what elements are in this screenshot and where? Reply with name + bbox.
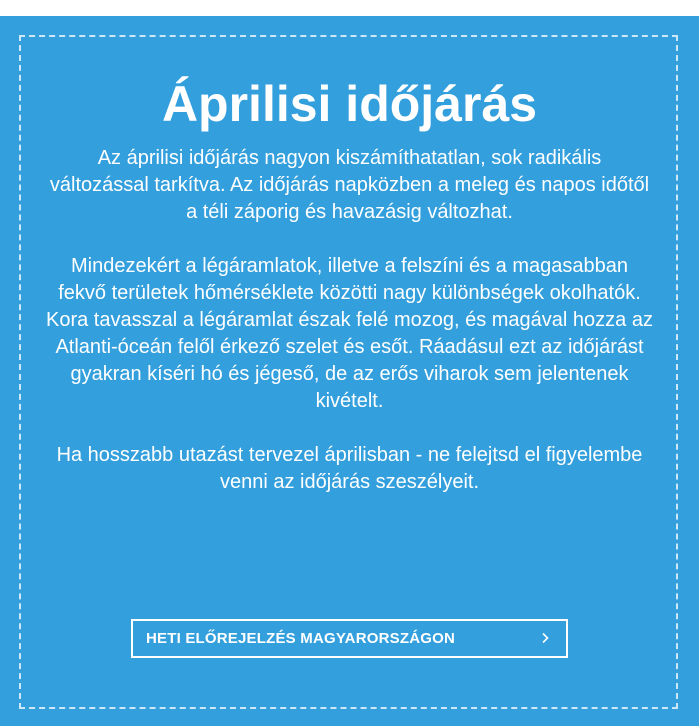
weekly-forecast-label: HETI ELŐREJELZÉS MAGYARORSZÁGON xyxy=(146,630,456,647)
chevron-right-icon xyxy=(541,632,549,644)
paragraph-causes: Mindezekért a légáramlatok, illetve a felszíni és a magasabban fekvő területek hőmérséklete közötti nagy különbségek okolhatók. Kora tavasszal a légáramlat észak felé mozog, és magával hozza az Atlanti-óceán felől érkező szelet és esőt. Ráadásul ezt az időjárást gyakran kíséri hó és jégeső, de az erős viharok sem jelentenek kivételt. xyxy=(46,255,653,412)
paragraph-intro: Az áprilisi időjárás nagyon kiszámíthatatlan, sok radikális változással tarkítva. Az időjárás napközben a meleg és napos időtől a téli záporig és havazásig változhat. xyxy=(49,147,650,223)
weather-info-card xyxy=(0,16,699,726)
card-title: Áprilisi időjárás xyxy=(161,76,538,132)
paragraph-advice: Ha hosszabb utazást tervezel áprilisban - ne felejtsd el figyelembe venni az időjárás szeszélyeit. xyxy=(56,444,643,493)
weekly-forecast-button[interactable] xyxy=(131,619,568,658)
card-content xyxy=(40,16,659,496)
